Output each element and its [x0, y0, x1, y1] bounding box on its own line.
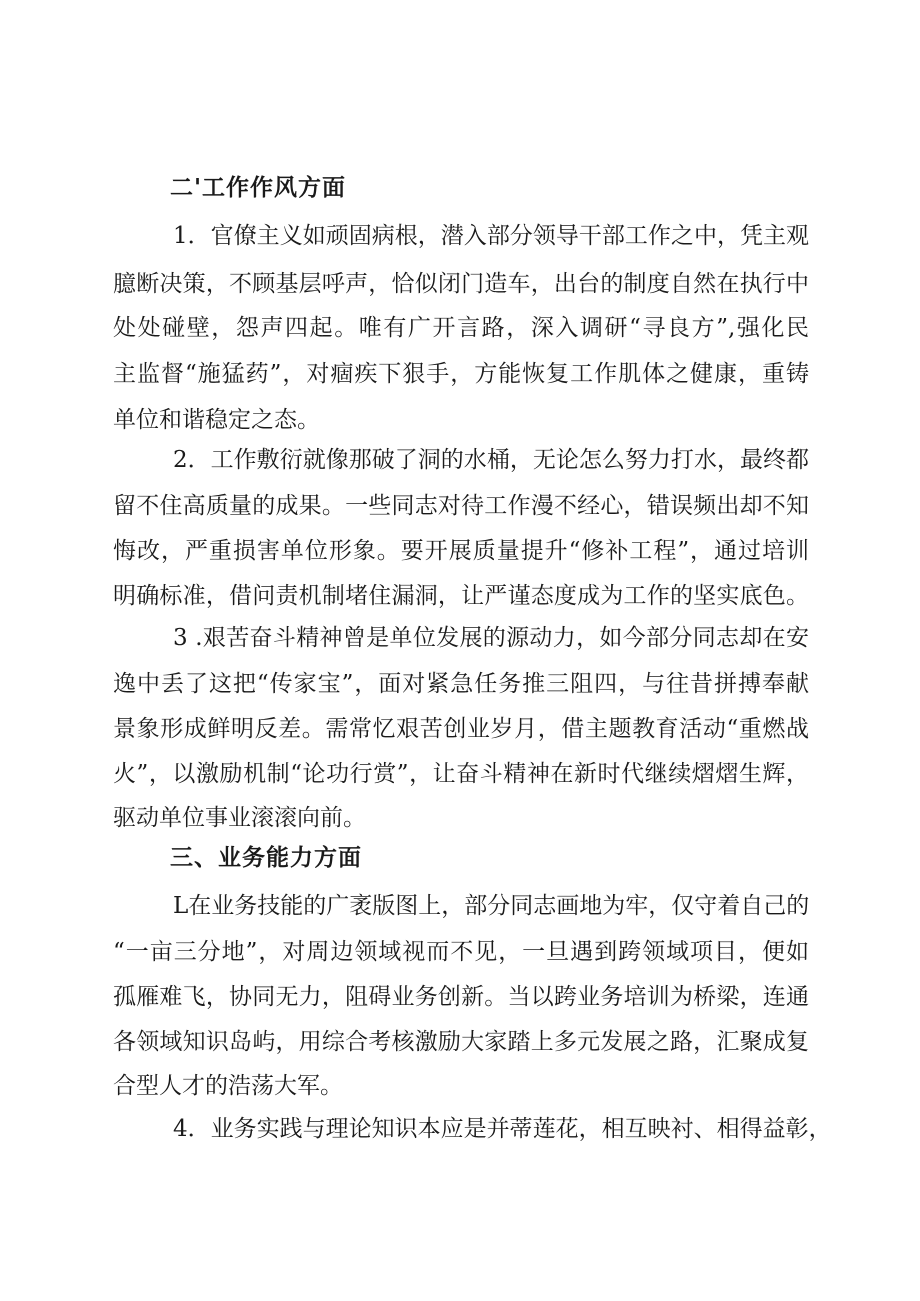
paragraph-line: 合型人才的浩荡大军。	[113, 1073, 343, 1099]
paragraph-line: 臆断决策，不顾基层呼声，恰似闭门造车，出台的制度自然在执行中	[113, 271, 809, 297]
paragraph-line: 处处碰壁，怨声四起。唯有广开言路，深入调研“寻良方”,强化民	[113, 315, 809, 341]
paragraph-line: 单位和谐稳定之态。	[113, 407, 320, 433]
paragraph-line: 4．业务实践与理论知识本应是并蒂莲花，相互映衬、相得益彰，	[173, 1116, 832, 1142]
paragraph-line: “一亩三分地”，对周边领域视而不见，一旦遇到跨领域项目，便如	[113, 939, 809, 965]
paragraph-line: 留不住高质量的成果。一些同志对待工作漫不经心，错误频出却不知	[113, 493, 809, 519]
paragraph-line: 景象形成鲜明反差。需常忆艰苦创业岁月，借主题教育活动“重燃战	[113, 716, 809, 742]
paragraph-line: 悔改，严重损害单位形象。要开展质量提升“修补工程”，通过培训	[113, 538, 809, 564]
paragraph-line: 明确标准，借问责机制堵住漏洞，让严谨态度成为工作的坚实底色。	[113, 583, 809, 609]
paragraph-line: 2．工作敷衍就像那破了洞的水桶，无论怎么努力打水，最终都	[173, 447, 809, 473]
paragraph-line: 1．官僚主义如顽固病根，潜入部分领导干部工作之中，凭主观	[173, 223, 809, 249]
paragraph-line: 孤雁难飞，协同无力，阻碍业务创新。当以跨业务培训为桥梁，连通	[113, 984, 809, 1010]
paragraph-line: 各领域知识岛屿，用综合考核激励大家踏上多元发展之路，汇聚成复	[113, 1029, 809, 1055]
paragraph-line: 驱动单位事业滚滚向前。	[113, 805, 366, 831]
section-heading-business-ability: 三、业务能力方面	[170, 844, 362, 871]
paragraph-line: 逸中丢了这把“传家宝”，面对紧急任务推三阻四，与往昔拼搏奉献	[113, 671, 809, 697]
section-heading-work-style: 二'工作作风方面	[170, 174, 347, 201]
paragraph-line: L在业务技能的广袤版图上，部分同志画地为牢，仅守着自己的	[173, 893, 810, 919]
paragraph-line: 火”，以激励机制“论功行赏”，让奋斗精神在新时代继续熠熠生辉，	[113, 761, 809, 787]
paragraph-line: 3 .艰苦奋斗精神曾是单位发展的源动力，如今部分同志却在安	[173, 625, 809, 651]
paragraph-line: 主监督“施猛药”，对痼疾下狠手，方能恢复工作肌体之健康，重铸	[113, 361, 809, 387]
